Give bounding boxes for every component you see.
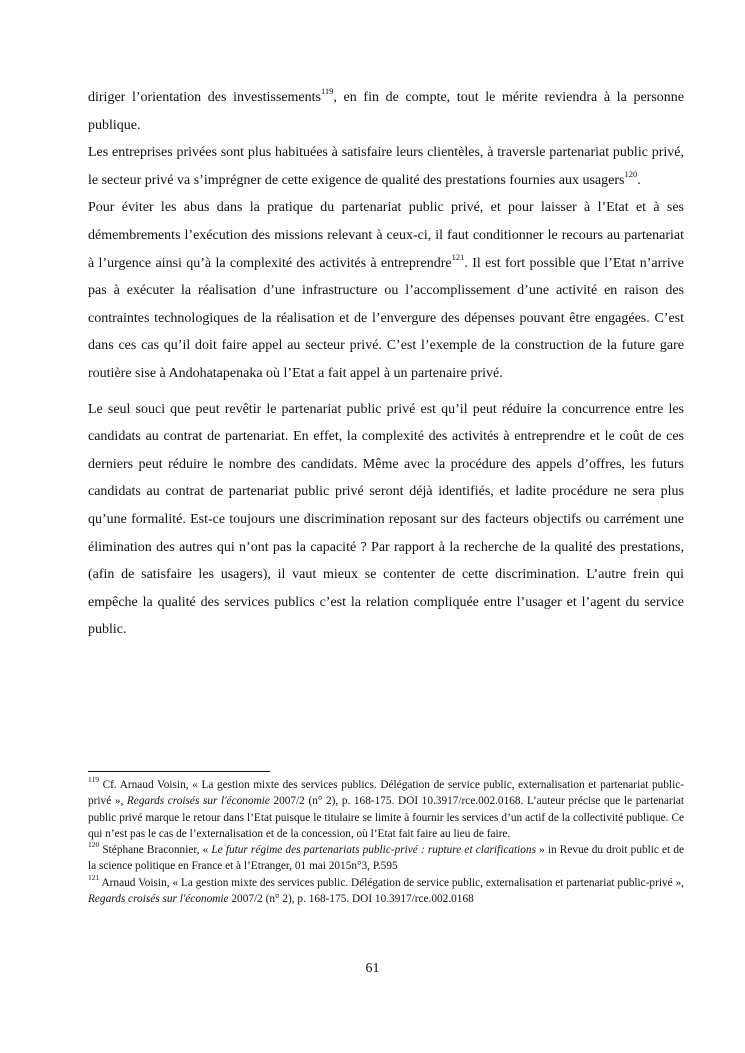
footnote-ref-121: 121 (451, 251, 465, 262)
footnote-121: $^{121}$ Arnaud Voisin, « La gestion mixte des services public. Délégation de service public, externalisation et partenariat public-privé », Regards croisés sur l'économie 2007/2 (n° 2), p. 168-175. DOI 10.3917/rce.002.0168 (88, 873, 684, 906)
footnotes (88, 777, 684, 907)
footnote-120: $^{120}$ Stéphane Braconnier, « Le futur régime des partenariats public-privé : rupture et clarifications » in Revue du droit public et de la science politique en France et à l’Etranger, 01 mai 2015n°3, P.595 (88, 840, 684, 873)
footnote-119: $^{119}$ Cf. Arnaud Voisin, « La gestion mixte des services publics. Délégation de service public, externalisation et partenariat public-privé », Regards croisés sur l'économie 2007/2 (n° 2), p. 168-175. DOI 10.3917/rce.002.0168. L’auteur précise que le partenariat public privé marque le retour dans l’Etat puisque le titulaire se limite à fournir les services d’un actif de la collectivité publique. Ce qui n’est pas le cas de l’externalisation et de la concession, où l’Etat fait faire au lieu de faire. (88, 775, 684, 840)
page-number: 61 (365, 961, 380, 976)
footnote-ref-119: 119 (320, 86, 334, 97)
paragraph-4: Le seul souci que peut revêtir le partenariat public privé est qu’il peut réduire la concurrence entre les candidats au contrat de partenariat. En effet, la complexité des activités à entreprendre et le coût de ces derniers peut réduire le nombre des candidats. Même avec la procédure des appels d’offres, les futurs candidats au contrat de partenariat public privé seront déjà identifiés, et ladite procédure ne sera plus qu’une formalité. Est-ce toujours une discrimination reposant sur des facteurs objectifs ou carrément une élimination des autres qui n’ont pas la capacité ? Par rapport à la recherche de la qualité des prestations, (afin de satisfaire les usagers), il vaut mieux se contenter de cette discrimination. L’autre frein qui empêche la qualité des services publics c’est la relation compliquée entre l’usager et l’agent du service public. (88, 401, 684, 638)
body-text (88, 84, 684, 644)
paragraph-3: Pour éviter les abus dans la pratique du partenariat public privé, et pour laisser à l’Etat et à ses démembrements l’exécution des missions relevant à ceux-ci, il faut conditionner le recours au partenariat à l’urgence ainsi qu’à la complexité des activités à entreprendre$^{121}$. Il est fort possible que l’Etat n’arrive pas à exécuter la réalisation d’une infrastructure ou l’accomplissement d’une activité en raison des contraintes technologiques de la réalisation et de l’envergure des dépenses pouvant être engagées. C’est dans ces cas qu’il doit faire appel au secteur privé. C’est l’exemple de la construction de la future gare routière sise à Andohatapenaka où l’Etat a fait appel à un partenaire privé. (88, 200, 684, 381)
footnote-ref-120: 120 (624, 169, 638, 180)
paragraph-2: Les entreprises privées sont plus habituées à satisfaire leurs clientèles, à traversle partenariat public privé, le secteur privé va s’imprégner de cette exigence de qualité des prestations fournies aux usagers$^{120}$. (88, 145, 684, 188)
footnote-separator (88, 771, 270, 772)
paragraph-1: diriger l’orientation des investissements$^{119}$, en fin de compte, tout le mérite reviendra à la personne publique. (88, 86, 684, 133)
